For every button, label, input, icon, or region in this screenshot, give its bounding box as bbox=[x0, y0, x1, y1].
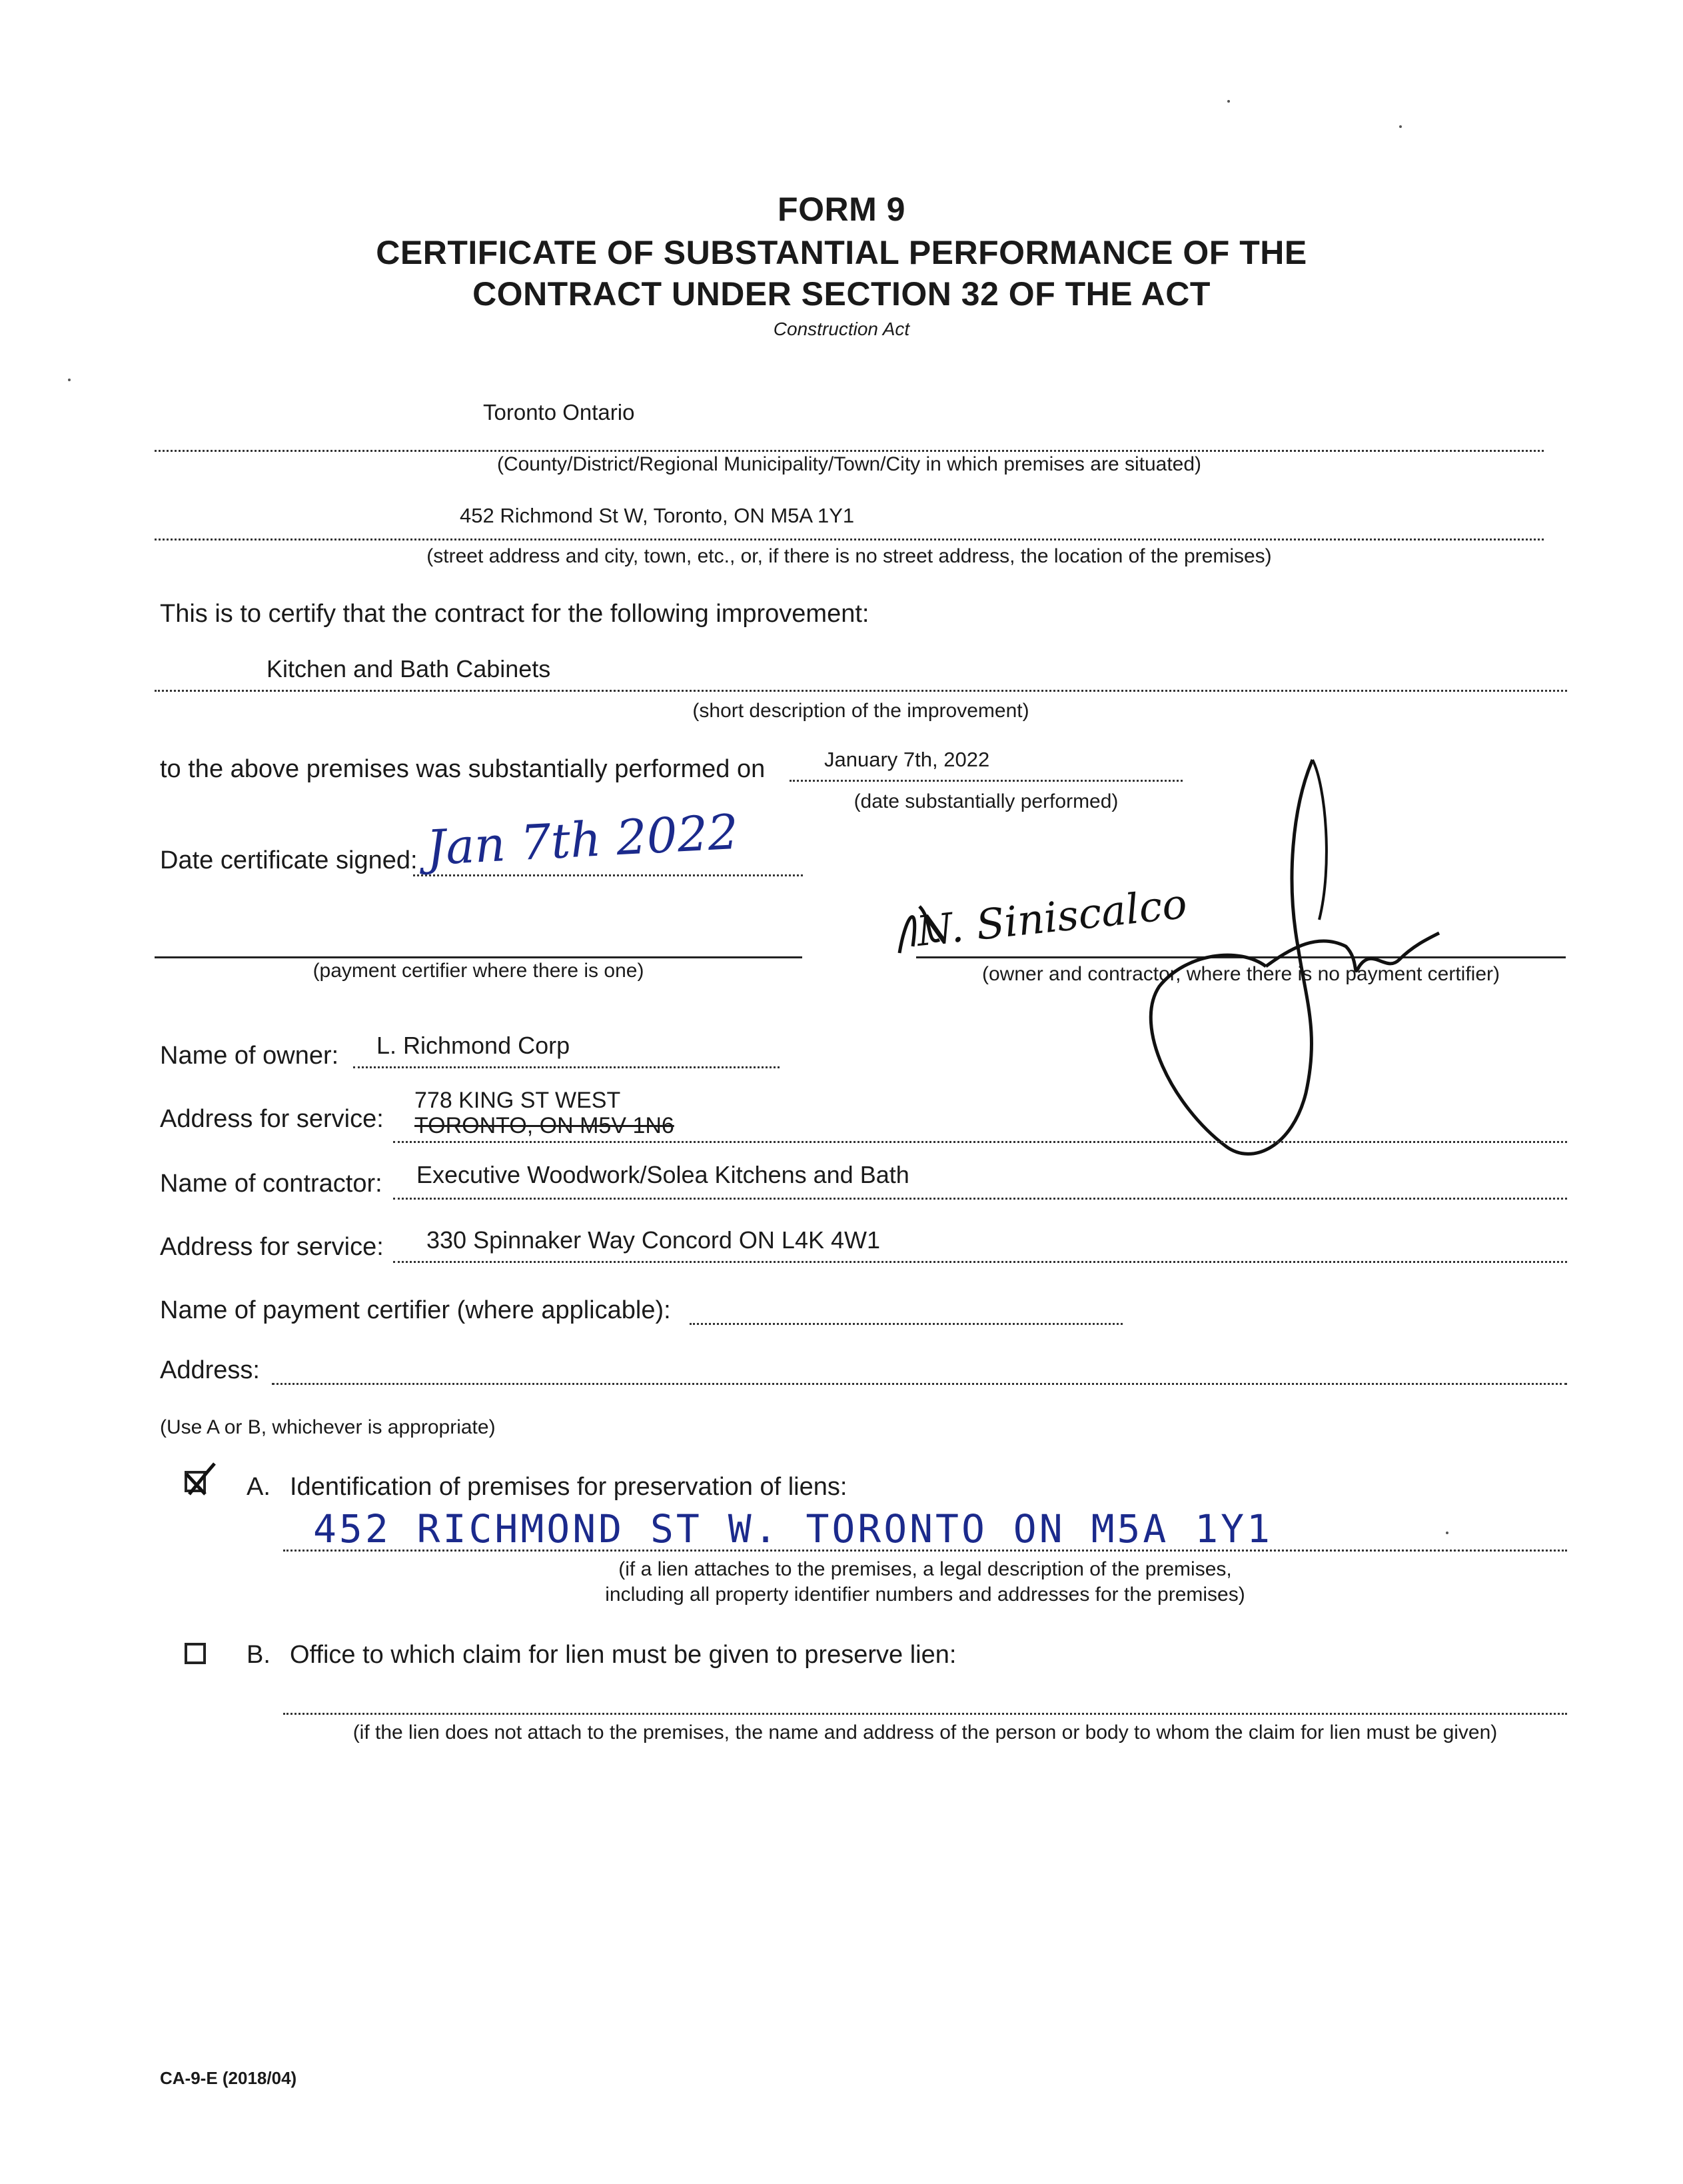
option-a-checkmark-icon bbox=[180, 1460, 224, 1500]
owner-line bbox=[353, 1066, 780, 1068]
payment-certifier-label: Name of payment certifier (where applicable): bbox=[160, 1296, 671, 1324]
signed-date-handwritten[interactable]: Jan 7th 2022 bbox=[425, 803, 740, 876]
option-b-checkbox[interactable] bbox=[185, 1643, 206, 1664]
scan-speck bbox=[68, 379, 71, 381]
owner-contractor-caption: (owner and contractor, where there is no payment certifier) bbox=[981, 963, 1500, 985]
form-title-line2: CONTRACT UNDER SECTION 32 OF THE ACT bbox=[472, 275, 1211, 313]
option-a-handwritten[interactable]: 452 RICHMOND ST W. TORONTO ON M5A 1Y1 bbox=[313, 1506, 1273, 1552]
payment-certifier-address-label: Address: bbox=[160, 1356, 260, 1384]
contractor-address-value[interactable]: 330 Spinnaker Way Concord ON L4K 4W1 bbox=[426, 1226, 880, 1254]
contractor-line bbox=[393, 1198, 1567, 1200]
owner-address-label: Address for service: bbox=[160, 1105, 384, 1133]
improvement-caption: (short description of the improvement) bbox=[692, 700, 1029, 722]
options-instruction: (Use A or B, whichever is appropriate) bbox=[160, 1416, 496, 1438]
signature-scribble bbox=[893, 746, 1466, 1173]
option-b-caption: (if the lien does not attach to the premises, the name and address of the person or body to whom the claim for lien must be given) bbox=[352, 1721, 1498, 1743]
municipality-value[interactable]: Toronto Ontario bbox=[483, 400, 635, 425]
form-code: CA-9-E (2018/04) bbox=[160, 2068, 297, 2088]
scan-speck bbox=[1446, 1532, 1448, 1534]
signed-label: Date certificate signed: bbox=[160, 846, 418, 874]
premises-address-line bbox=[155, 539, 1544, 541]
act-name: Construction Act bbox=[773, 319, 910, 339]
option-b-letter: B. bbox=[247, 1641, 271, 1669]
form-number: FORM 9 bbox=[778, 191, 905, 228]
contractor-label: Name of contractor: bbox=[160, 1170, 382, 1198]
municipality-line bbox=[155, 450, 1544, 452]
payment-certifier-caption: (payment certifier where there is one) bbox=[312, 960, 644, 982]
option-a-label: Identification of premises for preservation of liens: bbox=[290, 1473, 847, 1501]
option-b-line[interactable] bbox=[283, 1713, 1567, 1715]
signature-name: N. Siniscalco bbox=[914, 878, 1189, 956]
municipality-caption: (County/District/Regional Municipality/Town/City in which premises are situated) bbox=[496, 453, 1202, 475]
option-b-label: Office to which claim for lien must be given to preserve lien: bbox=[290, 1641, 957, 1669]
option-a-letter: A. bbox=[247, 1473, 271, 1501]
improvement-intro: This is to certify that the contract for the following improvement: bbox=[160, 600, 869, 628]
premises-address-value[interactable]: 452 Richmond St W, Toronto, ON M5A 1Y1 bbox=[460, 504, 855, 527]
owner-value[interactable]: L. Richmond Corp bbox=[376, 1032, 570, 1059]
contractor-address-line bbox=[393, 1261, 1567, 1263]
performed-caption: (date substantially performed) bbox=[853, 790, 1119, 812]
improvement-line bbox=[155, 690, 1567, 692]
option-a-caption-line2: including all property identifier numbers and addresses for the premises) bbox=[605, 1584, 1245, 1606]
scan-speck bbox=[1227, 100, 1230, 103]
form-title-line1: CERTIFICATE OF SUBSTANTIAL PERFORMANCE OF THE bbox=[376, 234, 1307, 271]
owner-address-line bbox=[393, 1141, 1567, 1143]
payment-certifier-signature-line[interactable] bbox=[155, 956, 802, 958]
performed-value[interactable]: January 7th, 2022 bbox=[824, 748, 990, 771]
owner-label: Name of owner: bbox=[160, 1042, 339, 1070]
scan-speck bbox=[1399, 125, 1402, 128]
contractor-value[interactable]: Executive Woodwork/Solea Kitchens and Bath bbox=[416, 1161, 909, 1188]
option-a-caption-line1: (if a lien attaches to the premises, a legal description of the premises, bbox=[618, 1558, 1232, 1580]
payment-certifier-address-line[interactable] bbox=[272, 1383, 1567, 1385]
option-a-line bbox=[283, 1550, 1567, 1552]
contractor-address-label: Address for service: bbox=[160, 1233, 384, 1261]
premises-address-caption: (street address and city, town, etc., or, if there is no street address, the location of the premises) bbox=[426, 545, 1272, 567]
owner-address-line1[interactable]: 778 KING ST WEST bbox=[414, 1088, 621, 1113]
improvement-value[interactable]: Kitchen and Bath Cabinets bbox=[267, 655, 551, 682]
payment-certifier-name-line[interactable] bbox=[690, 1323, 1123, 1325]
signed-line bbox=[413, 874, 803, 876]
performed-label: to the above premises was substantially performed on bbox=[160, 755, 766, 783]
owner-address-line2[interactable]: TORONTO, ON M5V 1N6 bbox=[414, 1113, 674, 1138]
